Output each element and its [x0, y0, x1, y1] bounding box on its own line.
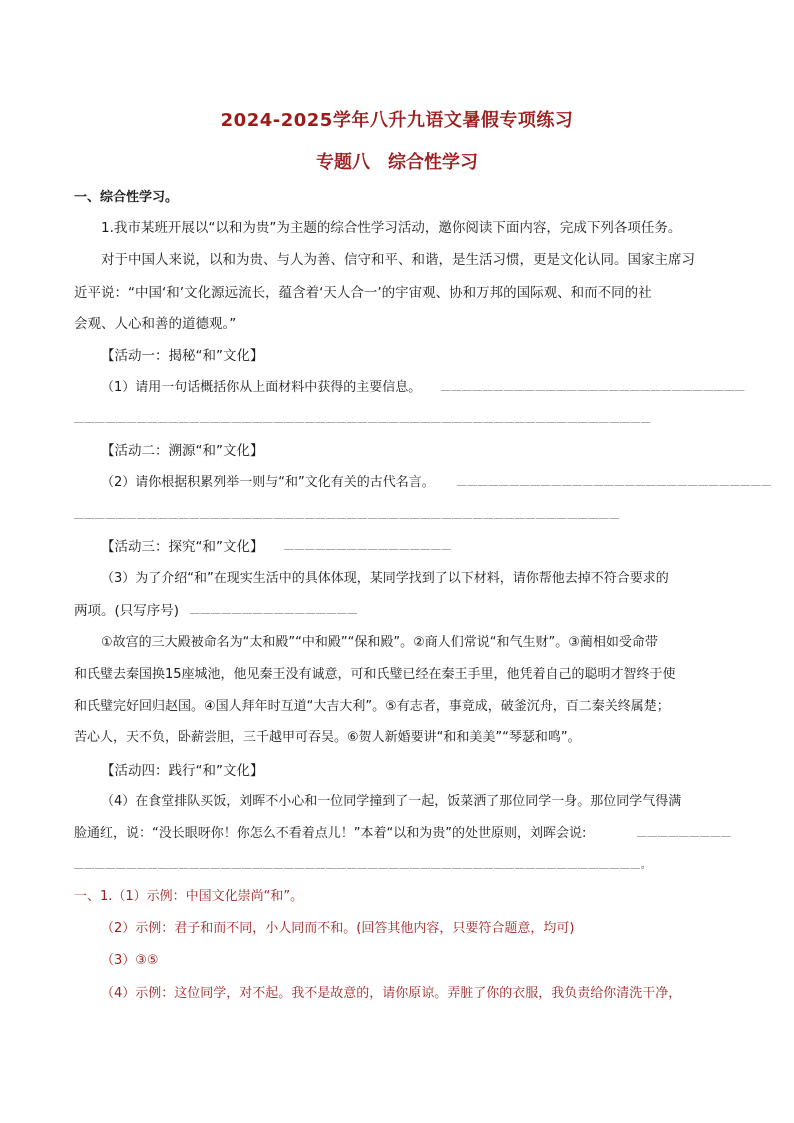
question-3-text-cont: 两项。(只写序号)	[74, 603, 180, 619]
page-title: 2024-2025学年八升九语文暑假专项练习	[220, 110, 574, 131]
answer-line-3: （3）③⑤	[101, 953, 159, 968]
material-line-3: 会观、人心和善的道德观。”	[74, 316, 237, 332]
question-3-text: （3）为了介绍“和”在现实生活中的具体体现，某同学找到了以下材料，请你帮他去掉不符合要求的	[101, 571, 669, 586]
activity-three-heading: 【活动三：探究“和”文化】	[101, 539, 264, 555]
answer-blank[interactable]: ＿＿＿＿＿＿＿＿＿＿＿＿＿＿＿＿＿＿＿＿＿＿＿＿＿＿＿＿＿＿	[457, 477, 773, 488]
section-heading: 一、综合性学习。	[74, 190, 179, 205]
question-4-text-cont: 脸通红，说：“没长眼呀你！你怎么不看着点儿！”本着“以和为贵”的处世原则，刘晖会说:	[74, 826, 587, 841]
answer-blank[interactable]: ＿＿＿＿＿＿＿＿＿＿＿＿＿＿＿＿	[190, 605, 359, 616]
question-4-text: （4）在食堂排队买饭，刘晖不小心和一位同学撞到了一起，饭菜洒了那位同学一身。那位同学气得满	[101, 794, 682, 809]
answer-blank[interactable]: ＿＿＿＿＿＿＿＿＿＿＿＿＿＿＿＿＿＿＿＿＿＿＿＿＿＿＿＿＿＿＿＿＿＿＿＿＿＿＿＿＿＿＿＿＿＿＿＿＿＿＿＿＿＿。	[74, 860, 652, 871]
question-2-text: （2）请你根据积累列举一则与“和”文化有关的古代名言。	[101, 475, 435, 490]
activity-one-heading: 【活动一：揭秘“和”文化】	[101, 348, 264, 364]
answer-blank[interactable]: ＿＿＿＿＿＿＿＿＿＿＿＿＿＿＿＿＿＿＿＿＿＿＿＿＿＿＿＿＿	[441, 382, 746, 393]
answer-line-1: 一、1.（1）示例：中国文化崇尚“和”。	[74, 889, 304, 904]
page-subtitle: 专题八 综合性学习	[316, 152, 478, 173]
material-line-2: 近平说：“中国‘和’文化源远流长，蕴含着‘天人合一’的宇宙观、协和万邦的国际观、和而不同的社	[74, 285, 652, 301]
question-3-material-2: 和氏璧去秦国换15座城池，他见秦王没有诚意，可和氏璧已经在秦王手里，他凭着自己的聪明才智终于使	[74, 667, 676, 682]
answer-blank[interactable]: ＿＿＿＿＿＿＿＿＿＿＿＿＿＿＿＿＿＿＿＿＿＿＿＿＿＿＿＿＿＿＿＿＿＿＿＿＿＿＿＿＿＿＿＿＿＿＿＿＿＿＿＿	[74, 510, 621, 521]
question-3-material-3: 和氏璧完好回归赵国。④国人拜年时互道“大吉大利”。⑤有志者，事竟成，破釜沉舟，百二秦关终属楚；	[74, 699, 670, 714]
answer-line-4: （4）示例：这位同学，对不起。我不是故意的，请你原谅。弄脏了你的衣服，我负责给你清洗干净，	[101, 986, 682, 1001]
question-intro: 1.我市某班开展以“以和为贵”为主题的综合性学习活动，邀你阅读下面内容，完成下列各项任务。	[101, 220, 682, 236]
question-3-material-1: ①故宫的三大殿被命名为“太和殿”“中和殿”“保和殿”。②商人们常说“和气生财”。③蔺相如受命带	[101, 635, 658, 650]
question-1-text: （1）请用一句话概括你从上面材料中获得的主要信息。	[101, 380, 422, 395]
material-line-1: 对于中国人来说，以和为贵、与人为善、信守和平、和谐，是生活习惯，更是文化认同。国家主席习	[101, 252, 695, 268]
answer-blank[interactable]: ＿＿＿＿＿＿＿＿＿	[637, 828, 732, 839]
activity-four-heading: 【活动四：践行“和”文化】	[101, 763, 264, 779]
question-3-material-4: 苦心人，天不负，卧薪尝胆，三千越甲可吞吴。⑥贺人新婚要讲“和和美美”“琴瑟和鸣”。	[74, 730, 581, 745]
answer-blank[interactable]: ＿＿＿＿＿＿＿＿＿＿＿＿＿＿＿＿	[284, 541, 453, 552]
answer-blank[interactable]: ＿＿＿＿＿＿＿＿＿＿＿＿＿＿＿＿＿＿＿＿＿＿＿＿＿＿＿＿＿＿＿＿＿＿＿＿＿＿＿＿＿＿＿＿＿＿＿＿＿＿＿＿＿＿＿	[74, 414, 652, 425]
activity-two-heading: 【活动二：溯源“和”文化】	[101, 443, 264, 459]
answer-line-2: （2）示例：君子和而不同，小人同而不和。(回答其他内容，只要符合题意，均可)	[101, 921, 575, 936]
